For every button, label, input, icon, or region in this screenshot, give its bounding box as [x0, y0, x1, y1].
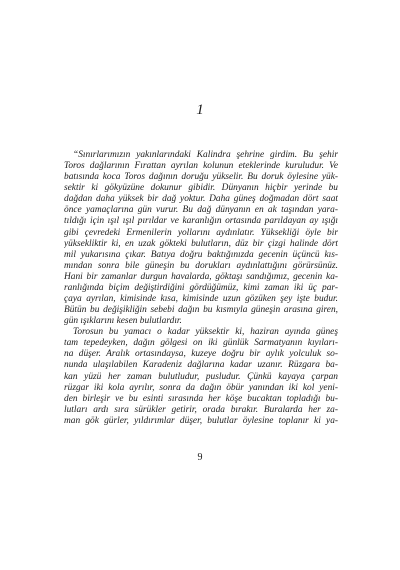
text-line: tıldığı için ışıl ışıl pırıldar ve karanlığın ortasında parıldayan ay ışığı	[64, 216, 338, 227]
body-text	[64, 150, 338, 427]
text-line: mından sonra bile güneşin bu dorukları aydınlattığını görürsünüz.	[64, 260, 338, 271]
text-line: Hani bir zamanlar durgun havalarda, göktaşı sandığımız, gecenin ka-	[64, 271, 338, 282]
text-line: rüzgar iki kola ayrılır, sonra da dağın öbür yanından iki kol yeni-	[64, 382, 338, 393]
text-line: Bütün bu değişikliğin sebebi dağın bu kısmıyla güneşin arasına giren,	[64, 305, 338, 316]
text-line: nunda ulaşılabilen Karadeniz dağlarına kadar uzanır. Rüzgara ba-	[64, 360, 338, 371]
paragraph-1	[64, 150, 338, 327]
text-line: lutları ardı sıra sürükler getirir, orada bırakır. Buralarda her za-	[64, 404, 338, 415]
text-line: man gök gürler, yıldırımlar düşer, bulutlar öylesine toplanır ki ya-	[64, 415, 338, 426]
text-line: çaya ayrılan, kimisinde kısa, kimisinde uzun gözüken şey işte budur.	[64, 294, 338, 305]
text-line: den birleşir ve bu esinti sırasında her köşe bucaktan topladığı bu-	[64, 393, 338, 404]
paragraph-2	[64, 327, 338, 427]
text-line: kan yüzü her zaman bulutludur, pusludur. Çünkü kayaya çarpan	[64, 371, 338, 382]
text-line: “Sınırlarımızın yakınlarındaki Kalindra şehrine girdim. Bu şehir	[73, 150, 338, 160]
text-line: gibi çevredeki Ermenilerin yollarını aydınlatır. Yüksekliği öyle bir	[64, 227, 338, 238]
text-line: na düşer. Aralık ortasındaysa, kuzeye doğru bir aylık yolculuk so-	[64, 349, 338, 360]
page-number: 9	[197, 452, 203, 463]
chapter-number: 1	[196, 102, 204, 118]
text-line: tam tepedeyken, dağın gölgesi on iki günlük Sarmatyanın kıyıları-	[64, 338, 338, 349]
text-line: sektir ki gökyüzüne dokunur gibidir. Dünyanın hiçbir yerinde bu	[64, 183, 338, 194]
text-line: yüksekliktir ki, en uzak gökteki bulutların, düz bir çizgi halinde dört	[64, 238, 338, 249]
text-line: önce yamaçlarına gün vurur. Bu dağ dünyanın en ak taşından yara-	[64, 205, 338, 216]
text-line: Torosun bu yamacı o kadar yüksektir ki, haziran ayında güneş	[73, 327, 338, 338]
text-line: gün ışıklarını kesen bulutlardır.	[64, 316, 182, 327]
text-line: batısında koca Toros dağının doruğu yükselir. Bu doruk öylesine yük-	[64, 172, 338, 183]
text-line: mil yukarısına çıkar. Batıya doğru baktığınızda gecenin üçüncü kıs-	[64, 249, 338, 260]
text-line: dağdan daha yüksek bir dağ yoktur. Daha güneş doğmadan dört saat	[64, 194, 338, 205]
text-line: Toros dağlarının Fırattan ayrılan kolunun eteklerinde kuruludur. Ve	[64, 161, 338, 172]
text-line: ranlığında biçim değiştirdiğini gördüğümüz, kimi zaman iki üç par-	[64, 282, 338, 293]
